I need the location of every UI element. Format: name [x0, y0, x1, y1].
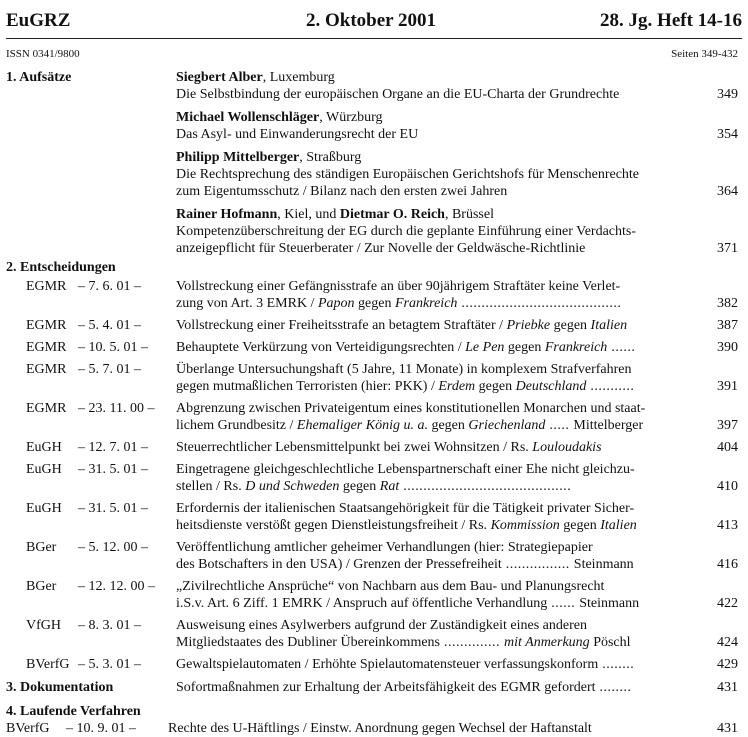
essay-author: Dietmar O. Reich — [339, 207, 445, 222]
decision-court: EGMR — [26, 401, 67, 416]
essay-author-place: , Luxemburg — [262, 70, 335, 85]
page-number: 431 — [717, 721, 738, 736]
page-number: 387 — [717, 318, 738, 333]
party-name: Frankreich — [544, 340, 608, 355]
leader-dots: ...... — [607, 340, 636, 355]
page-number: 382 — [717, 296, 738, 311]
page-number: 349 — [717, 87, 738, 102]
page-number: 371 — [717, 241, 738, 256]
decision-court: BGer — [26, 540, 57, 555]
decision-text: gegen — [427, 418, 469, 433]
party-name: Ehemaliger König u. a. — [296, 418, 428, 433]
leader-dots: ...... — [547, 596, 580, 611]
decision-text: Behauptete Verkürzung von Verteidigungsrechten / — [176, 340, 466, 355]
essay-author-place: , Brüssel — [444, 207, 494, 222]
section-title-laufende-verfahren: 4. Laufende Verfahren — [6, 704, 141, 719]
decision-text-line — [176, 595, 696, 612]
page-number: 410 — [717, 479, 738, 494]
essay-author-place: , Straßburg — [299, 150, 362, 165]
decision-date: – 23. 11. 00 – — [78, 401, 155, 416]
decision-text: lichem Grundbesitz / — [176, 418, 297, 433]
decision-text: gegen mutmaßlichen Terroristen (hier: PKK) / — [176, 379, 439, 394]
essay-author-line — [176, 109, 678, 126]
essay-author: Rainer Hofmann — [176, 207, 278, 222]
decision-text-line: „Zivilrechtliche Ansprüche“ von Nachbarn aus dem Bau- und Planungsrecht — [176, 579, 605, 594]
decision-text-line — [176, 556, 696, 573]
decision-date: – 10. 5. 01 – — [78, 340, 148, 355]
page-number: 391 — [717, 379, 738, 394]
page-number: 424 — [717, 635, 738, 650]
decision-text: Vollstreckung einer Freiheitsstrafe an betagtem Straftäter / — [176, 318, 507, 333]
decision-date: – 5. 4. 01 – — [78, 318, 141, 333]
page-number: 364 — [717, 184, 738, 199]
page-number: 431 — [717, 680, 738, 695]
page-number: 404 — [717, 440, 738, 455]
party-name: Frankreich — [394, 296, 458, 311]
decision-text: Gewaltspielautomaten / Erhöhte Spielautomatensteuer verfassungskonform — [176, 657, 599, 672]
section-title-entscheidungen: 2. Entscheidungen — [6, 260, 116, 275]
essay-title-line: Die Selbstbindung der europäischen Organe an die EU-Charta der Grundrechte — [176, 87, 620, 102]
decision-court: EuGH — [26, 440, 62, 455]
leader-dots: .......................................... — [399, 479, 572, 494]
essay-title-line: Das Asyl- und Einwanderungsrecht der EU — [176, 127, 419, 142]
page-number: 354 — [717, 127, 738, 142]
decision-text: gegen — [354, 296, 395, 311]
decision-court: EGMR — [26, 279, 67, 294]
decision-text-line — [176, 634, 696, 651]
decision-court: BGer — [26, 579, 57, 594]
decision-text-line — [176, 339, 696, 356]
decision-date: – 31. 5. 01 – — [78, 462, 148, 477]
issn: ISSN 0341/9800 — [6, 48, 80, 60]
documentation-text: Sofortmaßnahmen zur Erhaltung der Arbeitsfähigkeit des EGMR gefordert — [176, 680, 596, 695]
decision-text-line: Veröffentlichung amtlicher geheimer Verhandlungen (hier: Strategiepapier — [176, 540, 593, 555]
decision-text: heitsdienste verstößt gegen Dienstleistungsfreiheit / Rs. — [176, 518, 491, 533]
issue-date: 2. Oktober 2001 — [306, 10, 437, 31]
leader-dots: ........................................ — [457, 296, 622, 311]
essay-author: Philipp Mittelberger — [176, 150, 300, 165]
pending-case-text: Rechte des U-Häftlings / Einstw. Anordnung gegen Wechsel der Haftanstalt — [168, 721, 592, 736]
leader-dots: .............. — [440, 635, 504, 650]
essay-author-line — [176, 149, 678, 166]
decision-date: – 10. 9. 01 – — [66, 721, 136, 736]
decision-court: EGMR — [26, 340, 67, 355]
leader-dots: ........... — [586, 379, 635, 394]
decision-text-line — [176, 656, 696, 673]
decision-text-line — [176, 378, 696, 395]
decision-text: gegen — [559, 518, 601, 533]
documentation-text-line — [176, 679, 696, 696]
decision-text-line — [176, 439, 696, 456]
essay-title-line: Die Rechtsprechung des ständigen Europäischen Gerichtshofs für Menschenrechte — [176, 167, 640, 182]
decision-court: EGMR — [26, 362, 67, 377]
party-name: Deutschland — [515, 379, 587, 394]
party-name: Erdem — [438, 379, 476, 394]
decision-text-line: Vollstreckung einer Gefängnisstrafe an über 90jährigem Straftäter keine Verlet- — [176, 279, 621, 294]
essay-author-line — [176, 69, 678, 86]
page-range: Seiten 349-432 — [671, 48, 738, 60]
decision-text-line — [176, 417, 696, 434]
leader-dots: ................ — [501, 557, 574, 572]
party-name: Priebke — [506, 318, 551, 333]
essay-author: Siegbert Alber — [176, 70, 263, 85]
volume-issue: 28. Jg. Heft 14-16 — [600, 10, 742, 31]
decision-text: Mitgliedstaates des Dubliner Übereinkommens — [176, 635, 440, 650]
decision-date: – 5. 12. 00 – — [78, 540, 148, 555]
decision-text: gegen — [504, 340, 545, 355]
party-name: D und Schweden — [245, 479, 340, 494]
essay-author-place: , Kiel, und — [277, 207, 340, 222]
page-number: 390 — [717, 340, 738, 355]
decision-text: des Botschafters in den USA) / Grenzen der Pressefreiheit — [176, 557, 502, 572]
decision-text: Steuerrechtlicher Lebensmittelpunkt bei zwei Wohnsitzen / Rs. — [176, 440, 533, 455]
party-name: Kommission — [490, 518, 560, 533]
page-number: 413 — [717, 518, 738, 533]
decision-text: gegen — [339, 479, 380, 494]
decision-date: – 7. 6. 01 – — [78, 279, 141, 294]
decision-text: gegen — [475, 379, 516, 394]
decision-date: – 5. 7. 01 – — [78, 362, 141, 377]
decision-text-line: Erfordernis der italienischen Staatsangehörigkeit für die Tätigkeit privater Sicher- — [176, 501, 635, 516]
leader-dots: ........ — [595, 680, 632, 695]
page-number: 422 — [717, 596, 738, 611]
essay-title-line: zum Eigentumsschutz / Bilanz nach den ersten zwei Jahren — [176, 184, 508, 199]
decision-text: zung von Art. 3 EMRK / — [176, 296, 318, 311]
decision-court: EuGH — [26, 501, 62, 516]
party-name: Rat — [379, 479, 400, 494]
journal-name: EuGRZ — [6, 10, 71, 31]
decision-text-line: Überlange Untersuchungshaft (5 Jahre, 11 Monate) in komplexem Strafverfahren — [176, 362, 632, 377]
section-title-dokumentation: 3. Dokumentation — [6, 680, 114, 695]
decision-text-line — [176, 478, 696, 495]
essay-author-place: , Würzburg — [319, 110, 383, 125]
decision-text-line: Eingetragene gleichgeschlechtliche Lebenspartnerschaft einer Ehe nicht gleichzu- — [176, 462, 635, 477]
decision-text-line: Abgrenzung zwischen Privateigentum eines konstitutionellen Monarchen und staat- — [176, 401, 646, 416]
decision-text: stellen / Rs. — [176, 479, 246, 494]
decision-date: – 31. 5. 01 – — [78, 501, 148, 516]
decision-date: – 12. 12. 00 – — [78, 579, 155, 594]
annotator: Pöschl — [589, 635, 631, 650]
party-name: Papon — [317, 296, 355, 311]
decision-court: BVerfG — [26, 657, 70, 672]
party-name: Le Pen — [465, 340, 505, 355]
decision-court: EuGH — [26, 462, 62, 477]
party-name: Italien — [590, 318, 628, 333]
essay-title-line: anzeigepflicht für Steuerberater / Zur Novelle der Geldwäsche-Richtlinie — [176, 241, 586, 256]
annotation-note: mit Anmerkung — [504, 635, 590, 650]
header-rule — [6, 38, 742, 39]
decision-text-line — [176, 295, 696, 312]
leader-dots: ........ — [598, 657, 635, 672]
page-number: 429 — [717, 657, 738, 672]
decision-text-line: Ausweisung eines Asylwerbers aufgrund der Zuständigkeit eines anderen — [176, 618, 587, 633]
decision-date: – 8. 3. 01 – — [78, 618, 141, 633]
annotator: Steinmann — [579, 596, 640, 611]
decision-date: – 5. 3. 01 – — [78, 657, 141, 672]
party-name: Griechenland — [468, 418, 546, 433]
annotator: Steinmann — [573, 557, 634, 572]
decision-court: BVerfG — [6, 721, 50, 736]
decision-date: – 12. 7. 01 – — [78, 440, 148, 455]
page-number: 416 — [717, 557, 738, 572]
decision-court: EGMR — [26, 318, 67, 333]
essay-title-line: Kompetenzüberschreitung der EG durch die geplante Einführung einer Verdachts- — [176, 224, 637, 239]
decision-court: VfGH — [26, 618, 61, 633]
annotator: Mittelberger — [573, 418, 644, 433]
decision-text-line — [176, 317, 696, 334]
party-name: Italien — [600, 518, 637, 533]
essay-author-line — [176, 206, 678, 223]
section-title-aufsaetze: 1. Aufsätze — [6, 70, 72, 85]
party-name: Louloudakis — [532, 440, 602, 455]
decision-text: i.S.v. Art. 6 Ziff. 1 EMRK / Anspruch auf öffentliche Verhandlung — [176, 596, 548, 611]
decision-text-line — [176, 517, 696, 534]
decision-text: gegen — [550, 318, 591, 333]
journal-header — [6, 6, 742, 36]
leader-dots: ..... — [545, 418, 574, 433]
page-number: 397 — [717, 418, 738, 433]
essay-author: Michael Wollenschläger — [176, 110, 320, 125]
